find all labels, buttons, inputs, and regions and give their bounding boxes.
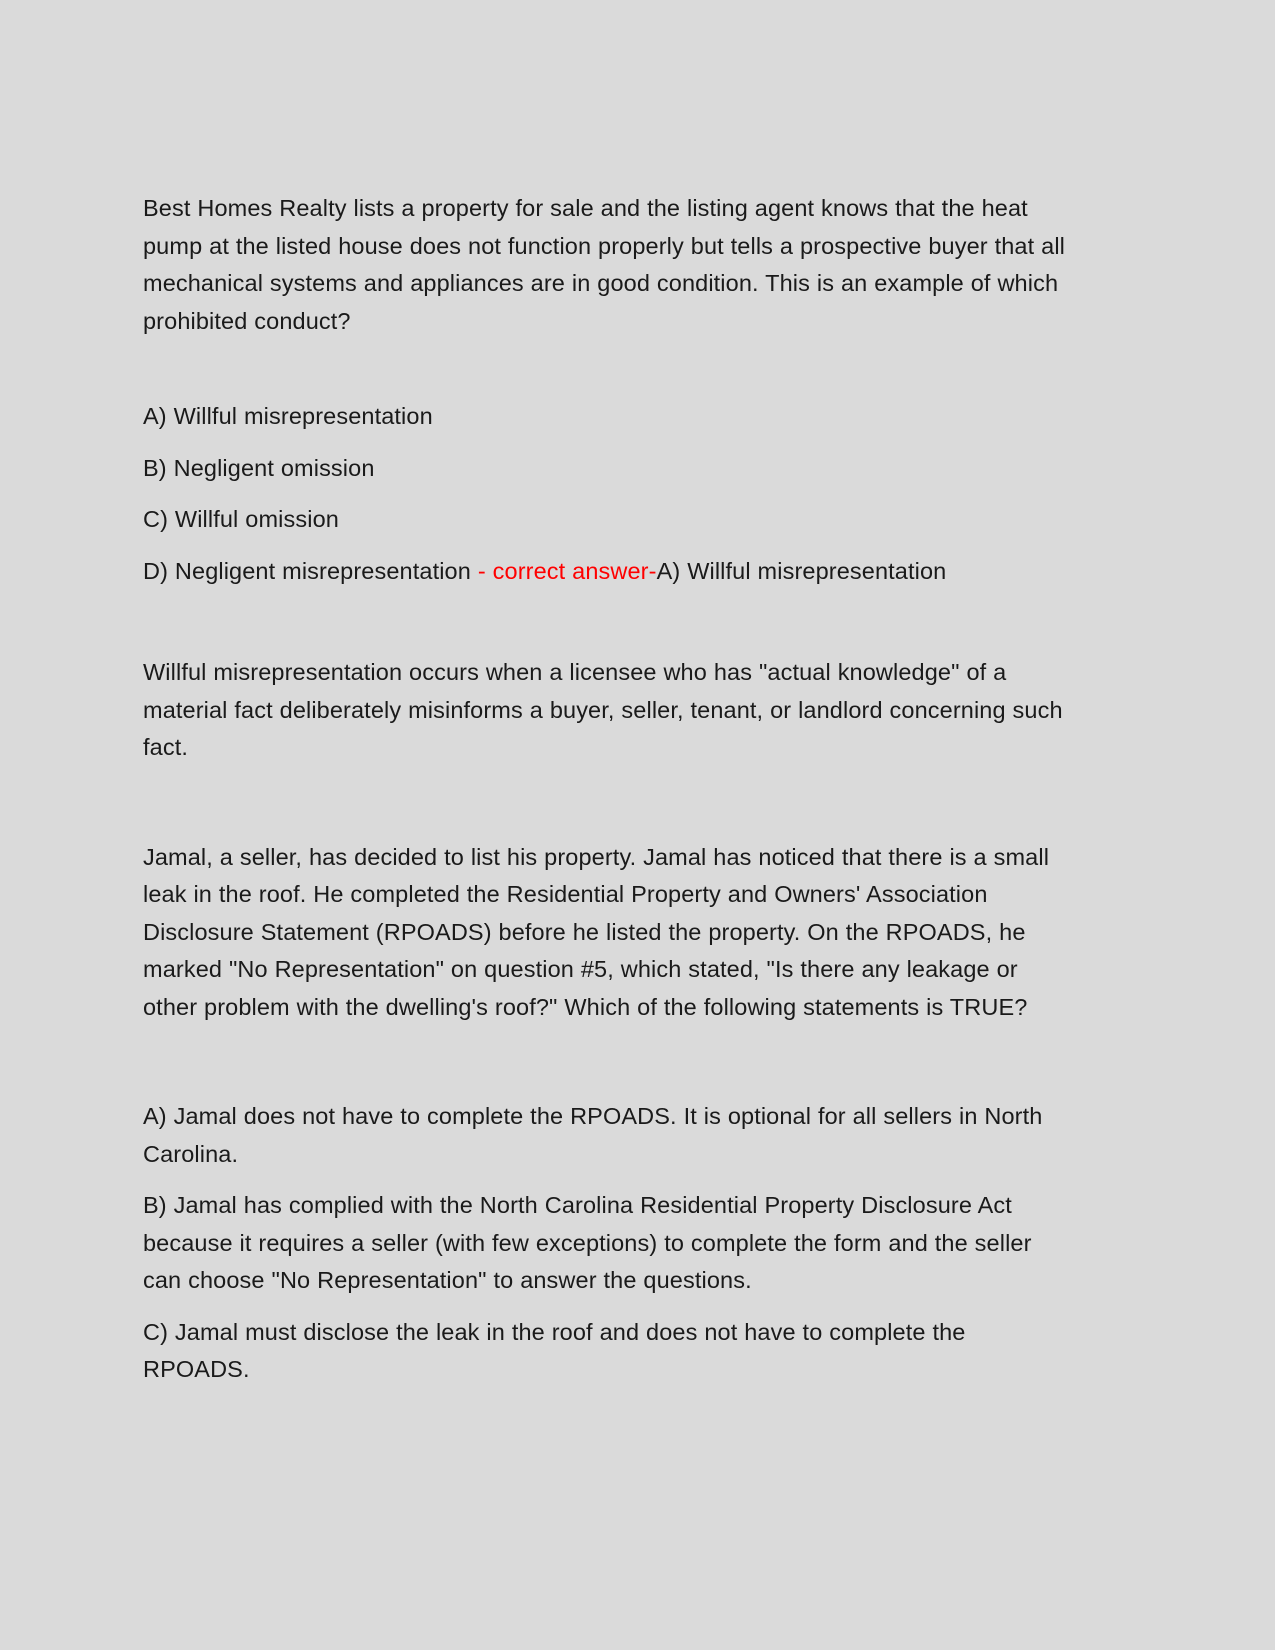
question-2-option-a: A) Jamal does not have to complete the RPOADS. It is optional for all sellers in North Carolina. <box>143 1103 1043 1167</box>
spacer <box>143 1026 1068 1098</box>
option-d-label: D) Negligent misrepresentation <box>143 557 471 584</box>
question-1-option-a: A) Willful misrepresentation <box>143 403 433 429</box>
spacer <box>143 436 1068 450</box>
document-body <box>143 190 1068 1389</box>
spacer <box>143 1300 1068 1314</box>
spacer <box>143 539 1068 553</box>
spacer <box>143 1173 1068 1187</box>
question-1-stem: Best Homes Realty lists a property for sale and the listing agent knows that the heat pump at the listed house does not function properly but tells a prospective buyer that all mechanical systems and appliances are in good condition. This is an example of which prohibited conduct? <box>143 195 1066 334</box>
question-2-option-b: B) Jamal has complied with the North Carolina Residential Property Disclosure Act because it requires a seller (with few exceptions) to complete the form and the seller can choose "No Representation" to answer the questions. <box>143 1192 1032 1293</box>
question-1-option-d <box>143 553 1068 591</box>
correct-answer-value: A) Willful misrepresentation <box>656 557 947 584</box>
question-2-option-c: C) Jamal must disclose the leak in the roof and does not have to complete the RPOADS. <box>143 1318 966 1382</box>
question-1-option-b: B) Negligent omission <box>143 454 375 481</box>
spacer <box>143 767 1068 839</box>
question-2-stem: Jamal, a seller, has decided to list his property. Jamal has noticed that there is a small leak in the roof. He completed the Residential Property and Owners' Association Disclosure Statement (RPOADS) before he listed the property. On the RPOADS, he marked "No Representation" on question #5, which stated, "Is there any leakage or other problem with the dwelling's roof?" Which of the following statements is TRUE? <box>143 843 1050 1020</box>
spacer <box>143 340 1068 398</box>
question-1-explanation: Willful misrepresentation occurs when a licensee who has "actual knowledge" of a material fact deliberately misinforms a buyer, seller, tenant, or landlord concerning such fact. <box>143 659 1063 760</box>
question-1-option-c: C) Willful omission <box>143 506 339 532</box>
spacer <box>143 487 1068 501</box>
correct-answer-marker: - correct answer- <box>470 557 657 584</box>
spacer <box>143 590 1068 654</box>
